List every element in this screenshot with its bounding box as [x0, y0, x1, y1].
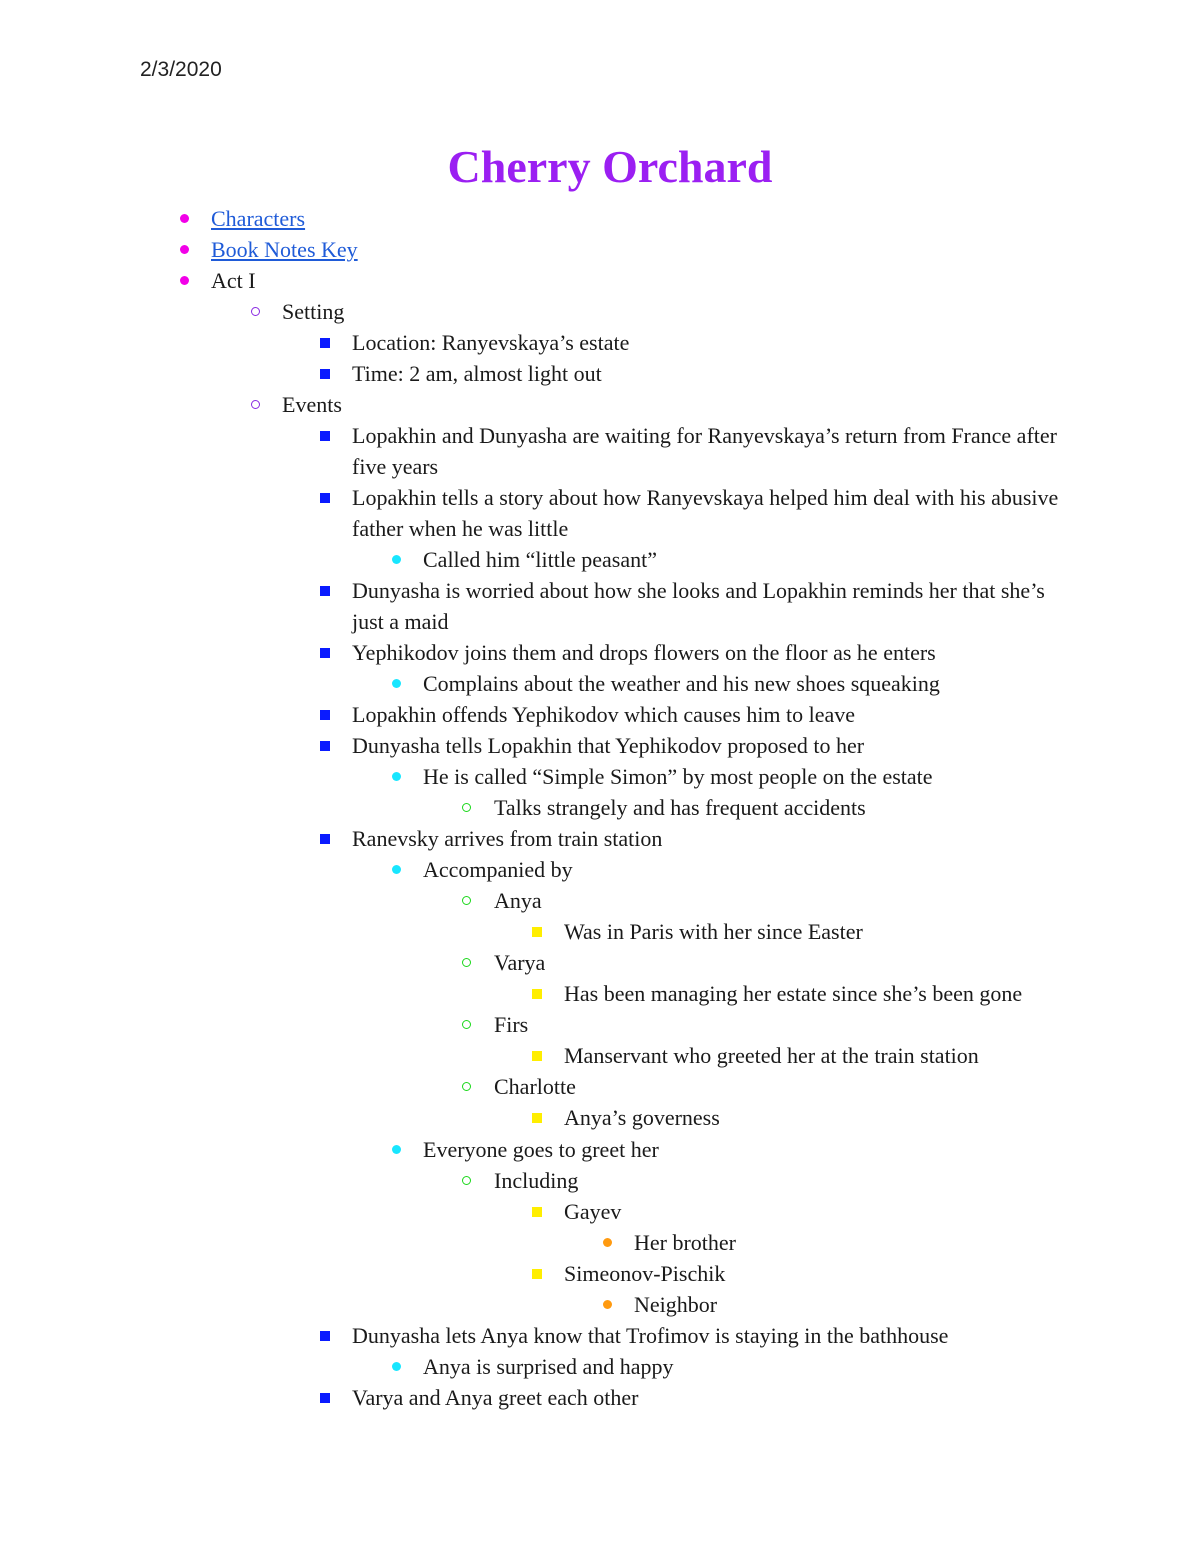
list-item-event: [320, 699, 855, 730]
yellow-square-bullet-icon: [532, 989, 542, 999]
list-item-event: [320, 823, 662, 854]
green-ring-bullet-icon: [462, 1082, 471, 1091]
square-bullet-icon: [320, 741, 330, 751]
list-item-book-notes[interactable]: [180, 234, 358, 265]
act-heading: Act I: [211, 268, 256, 293]
page-title: Cherry Orchard: [447, 141, 773, 192]
square-bullet-icon: [320, 493, 330, 503]
time-text: Time: 2 am, almost light out: [352, 361, 602, 386]
character-name: Varya: [494, 950, 546, 975]
orange-dot-bullet-icon: [603, 1300, 612, 1309]
square-bullet-icon: [320, 338, 330, 348]
character-note: Manservant who greeted her at the train station: [564, 1043, 979, 1068]
square-bullet-icon: [320, 834, 330, 844]
list-item-setting: [251, 296, 344, 327]
list-item-subdetail: [462, 1165, 578, 1196]
square-bullet-icon: [320, 1331, 330, 1341]
square-bullet-icon: [320, 710, 330, 720]
yellow-square-bullet-icon: [532, 1207, 542, 1217]
pink-dot-bullet-icon: [180, 245, 189, 254]
yellow-square-bullet-icon: [532, 1051, 542, 1061]
list-item-event: [320, 482, 1072, 544]
character-note: Her brother: [634, 1230, 737, 1255]
list-item-subdetail: [462, 792, 866, 823]
yellow-square-bullet-icon: [532, 1269, 542, 1279]
green-ring-bullet-icon: [462, 1176, 471, 1185]
character-name: Gayev: [564, 1199, 622, 1224]
list-item-character-note: [532, 978, 1022, 1009]
list-item-event: [320, 1382, 638, 1413]
list-item-character: [462, 947, 545, 978]
list-item-time: [320, 358, 602, 389]
event-text: Lopakhin offends Yephikodov which causes him to leave: [352, 702, 856, 727]
list-item-events: [251, 389, 342, 420]
pink-dot-bullet-icon: [180, 276, 189, 285]
yellow-square-bullet-icon: [532, 927, 542, 937]
green-ring-bullet-icon: [462, 958, 471, 967]
square-bullet-icon: [320, 431, 330, 441]
detail-text: Accompanied by: [423, 857, 573, 882]
list-item-event: [320, 637, 936, 668]
list-item-characters[interactable]: [180, 203, 305, 234]
character-name: Anya: [494, 888, 542, 913]
green-ring-bullet-icon: [462, 803, 471, 812]
event-text: Lopakhin tells a story about how Ranyevskaya helped him deal with his abusive father when he was little: [352, 485, 1059, 541]
list-item-location: [320, 327, 629, 358]
event-text: Lopakhin and Dunyasha are waiting for Ranyevskaya’s return from France after five years: [352, 423, 1057, 479]
event-text: Varya and Anya greet each other: [352, 1385, 639, 1410]
character-note: Has been managing her estate since she’s been gone: [564, 981, 1023, 1006]
cyan-dot-bullet-icon: [392, 1145, 401, 1154]
yellow-square-bullet-icon: [532, 1113, 542, 1123]
character-note: Anya’s governess: [564, 1105, 720, 1130]
cyan-dot-bullet-icon: [392, 1362, 401, 1371]
date-header: 2/3/2020: [140, 58, 222, 81]
subdetail-text: Including: [494, 1168, 579, 1193]
list-item-character-note: [532, 916, 863, 947]
green-ring-bullet-icon: [462, 1020, 471, 1029]
list-item-event: [320, 730, 864, 761]
cyan-dot-bullet-icon: [392, 679, 401, 688]
character-note: Neighbor: [634, 1292, 718, 1317]
list-item-detail: [392, 544, 657, 575]
list-item-detail: [392, 668, 940, 699]
cyan-dot-bullet-icon: [392, 865, 401, 874]
event-text: Dunyasha tells Lopakhin that Yephikodov proposed to her: [352, 733, 865, 758]
setting-label: Setting: [282, 299, 345, 324]
location-text: Location: Ranyevskaya’s estate: [352, 330, 630, 355]
detail-text: He is called “Simple Simon” by most people on the estate: [423, 764, 933, 789]
event-text: Yephikodov joins them and drops flowers on the floor as he enters: [352, 640, 936, 665]
square-bullet-icon: [320, 369, 330, 379]
characters-link[interactable]: Characters: [211, 206, 306, 231]
book-notes-key-link[interactable]: Book Notes Key: [211, 237, 358, 262]
cyan-dot-bullet-icon: [392, 772, 401, 781]
cyan-dot-bullet-icon: [392, 555, 401, 564]
square-bullet-icon: [320, 586, 330, 596]
list-item-character-note: [603, 1289, 717, 1320]
event-text: Dunyasha lets Anya know that Trofimov is staying in the bathhouse: [352, 1323, 949, 1348]
event-text: Ranevsky arrives from train station: [352, 826, 663, 851]
list-item-character-note: [603, 1227, 736, 1258]
detail-text: Anya is surprised and happy: [423, 1354, 674, 1379]
list-item-character: [462, 1071, 576, 1102]
list-item-character-note: [532, 1102, 720, 1133]
detail-text: Complains about the weather and his new shoes squeaking: [423, 671, 940, 696]
orange-dot-bullet-icon: [603, 1238, 612, 1247]
list-item-detail: [392, 854, 573, 885]
list-item-detail: [392, 761, 933, 792]
detail-text: Called him “little peasant”: [423, 547, 657, 572]
list-item-character: [532, 1196, 621, 1227]
list-item-event: [320, 1320, 948, 1351]
character-name: Firs: [494, 1012, 529, 1037]
list-item-character-note: [532, 1040, 979, 1071]
character-note: Was in Paris with her since Easter: [564, 919, 863, 944]
list-item-event: [320, 575, 1072, 637]
character-name: Charlotte: [494, 1074, 576, 1099]
list-item-character: [532, 1258, 725, 1289]
green-ring-bullet-icon: [462, 896, 471, 905]
detail-text: Everyone goes to greet her: [423, 1137, 659, 1162]
list-item-character: [462, 885, 542, 916]
events-label: Events: [282, 392, 342, 417]
subdetail-text: Talks strangely and has frequent accidents: [494, 795, 866, 820]
square-bullet-icon: [320, 1393, 330, 1403]
list-item-character: [462, 1009, 528, 1040]
character-name: Simeonov-Pischik: [564, 1261, 726, 1286]
pink-dot-bullet-icon: [180, 214, 189, 223]
ring-bullet-icon: [251, 400, 260, 409]
event-text: Dunyasha is worried about how she looks and Lopakhin reminds her that she’s just a maid: [352, 578, 1045, 634]
list-item-detail: [392, 1134, 659, 1165]
list-item-detail: [392, 1351, 674, 1382]
ring-bullet-icon: [251, 307, 260, 316]
square-bullet-icon: [320, 648, 330, 658]
list-item-act: [180, 265, 256, 296]
list-item-event: [320, 420, 1072, 482]
